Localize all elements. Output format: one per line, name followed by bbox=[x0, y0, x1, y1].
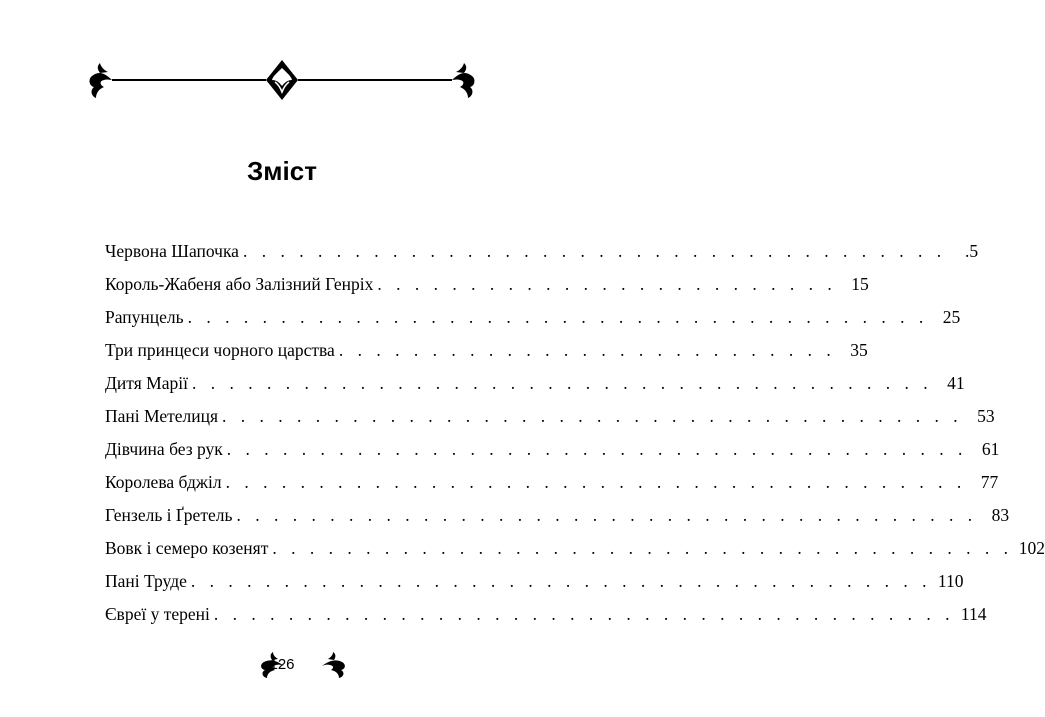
toc-entry-title: Дитя Марії bbox=[105, 373, 188, 393]
toc-entry bbox=[105, 565, 964, 598]
toc-leader-dots: . . . . . . . . . . . . . . . . . . . . . . . . . . . . . . . . . . . . . . . . bbox=[222, 406, 963, 426]
toc-entry bbox=[105, 367, 965, 400]
toc-entry bbox=[105, 235, 979, 268]
toc-entry-title: Гензель і Ґретель bbox=[105, 505, 233, 525]
toc-leader-dots: . . . . . . . . . . . . . . . . . . . . . . . . . . . . . . . . . . . . . . . . bbox=[190, 571, 932, 591]
toc-entry-page: 77 bbox=[980, 472, 999, 492]
toc-entry-title: Червона Шапочка bbox=[105, 241, 239, 261]
left-flourish-icon bbox=[90, 63, 112, 98]
toc-entry bbox=[105, 400, 995, 433]
toc-entry-title: Три принцеси чорного царства bbox=[105, 340, 335, 360]
toc-entry bbox=[105, 532, 1045, 565]
toc-entry-title: Пані Труде bbox=[105, 571, 187, 591]
toc-entry-page: 35 bbox=[850, 340, 868, 360]
page-number: 126 bbox=[269, 656, 295, 673]
toc-entry-page: 41 bbox=[947, 373, 965, 393]
toc-entry-title: Пані Метелиця bbox=[105, 406, 219, 426]
toc-leader-dots: . . . . . . . . . . . . . . . . . . . . . . . . . . . . . . . . . . . . . . bbox=[242, 241, 947, 261]
toc-leader-dots: . . . . . . . . . . . . . . . . . . . . . . . . . . . . . . . . . . . . . . . . bbox=[226, 439, 968, 459]
toc-entry bbox=[105, 334, 868, 367]
top-ornament bbox=[0, 0, 564, 120]
toc-entry-page: 53 bbox=[977, 406, 995, 426]
table-of-contents bbox=[105, 235, 1045, 631]
toc-entry-page: 15 bbox=[851, 274, 869, 294]
toc-entry-title: Дівчина без рук bbox=[105, 439, 223, 459]
toc-leader-dots: . . . . . . . . . . . . . . . . . . . . . . . . . . . . . . . . . . . . . . . . bbox=[236, 505, 978, 525]
toc-entry-page: 114 bbox=[960, 604, 987, 624]
toc-entry bbox=[105, 268, 869, 301]
center-medallion-icon bbox=[266, 58, 298, 102]
toc-leader-dots: . . . . . . . . . . . . . . . . . . . . . . . . . . . . . . . . . . . . . . . . bbox=[191, 373, 933, 393]
toc-entry-page: 102 bbox=[1018, 538, 1045, 558]
toc-entry bbox=[105, 598, 987, 631]
right-flourish-icon bbox=[452, 63, 474, 98]
toc-entry-title: Король-Жабеня або Залізний Генріх bbox=[105, 274, 374, 294]
toc-entry bbox=[105, 466, 999, 499]
toc-entry-page: 25 bbox=[942, 307, 961, 327]
toc-entry-title: Євреї у терені bbox=[105, 604, 210, 624]
toc-entry-title: Вовк і семеро козенят bbox=[105, 538, 269, 558]
toc-entry bbox=[105, 433, 1000, 466]
toc-leader-dots: . . . . . . . . . . . . . . . . . . . . . . . . . . . bbox=[338, 340, 836, 360]
toc-leader-dots: . . . . . . . . . . . . . . . . . . . . . . . . . . . . . . . . . . . . . . . . bbox=[187, 307, 929, 327]
toc-entry-title: Рапунцель bbox=[105, 307, 184, 327]
toc-leader-dots: . . . . . . . . . . . . . . . . . . . . . . . . . . . . . . . . . . . . . . . . bbox=[272, 538, 1013, 558]
toc-leader-dots: . . . . . . . . . . . . . . . . . . . . . . . . . . . . . . . . . . . . . . . . bbox=[213, 604, 955, 624]
toc-entry-page: 83 bbox=[991, 505, 1010, 525]
toc-entry bbox=[105, 301, 961, 334]
toc-leader-dots: . . . . . . . . . . . . . . . . . . . . . . . . . . . . . . . . . . . . . . . . bbox=[225, 472, 967, 492]
toc-entry-title: Королева бджіл bbox=[105, 472, 222, 492]
toc-entry-page: .5 bbox=[964, 241, 979, 261]
page-title: Зміст bbox=[247, 156, 317, 186]
toc-entry-page: 61 bbox=[981, 439, 1000, 459]
toc-entry-page: 110 bbox=[937, 571, 964, 591]
toc-entry bbox=[105, 499, 1010, 532]
toc-leader-dots: . . . . . . . . . . . . . . . . . . . . . . . . . bbox=[377, 274, 837, 294]
